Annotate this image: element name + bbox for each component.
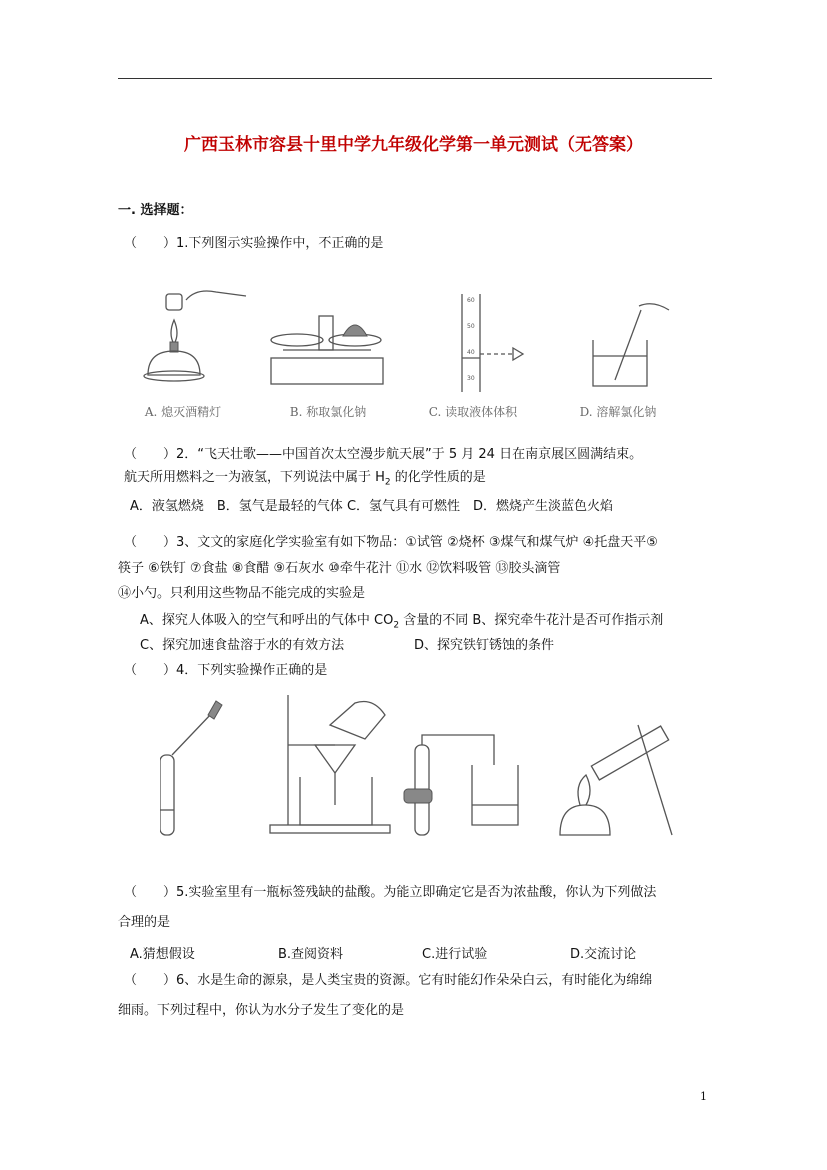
q1-figures (118, 280, 678, 430)
balance-illustration (263, 280, 393, 400)
question-3-option-d: D、探究铁钉锈蚀的条件 (414, 638, 555, 653)
q4-apparatus-illustration (160, 685, 680, 840)
q2-subscript: 2 (384, 477, 391, 488)
question-5-option-b: B.查阅资料 (278, 947, 344, 962)
question-3-line1: （ ）3、文文的家庭化学实验室有如下物品：①试管 ②烧杯 ③煤气和煤气炉 ④托盘天平⑤ (124, 535, 658, 550)
question-5-option-c: C.进行试验 (422, 947, 488, 962)
figure-d-dissolving (553, 280, 683, 430)
cylinder-tick-30: 30 (467, 375, 475, 382)
question-4: （ ）4．下列实验操作正确的是 (124, 663, 328, 678)
question-2-line2 (124, 469, 486, 492)
section-heading: 一. 选择题： (118, 203, 193, 218)
question-3-line2: 筷子 ⑥铁钉 ⑦食盐 ⑧食醋 ⑨石灰水 ⑩牵牛花汁 ⑪水 ⑫饮料吸管 ⑬胶头滴管 (118, 561, 561, 576)
page-number: 1 (700, 1090, 707, 1103)
caption-c: C. 读取液体体积 (428, 405, 518, 419)
question-5-line1: （ ）5.实验室里有一瓶标签残缺的盐酸。为能立即确定它是否为浓盐酸，你认为下列做法 (124, 885, 657, 900)
q2-text-b: 的化学性质的是 (390, 470, 486, 485)
q3-opt-b-text: 含量的不同 B、探究牵牛花汁是否可作指示剂 (399, 613, 664, 628)
caption-a: A. 熄灭酒精灯 (144, 405, 222, 419)
cylinder-tick-60: 60 (467, 297, 475, 304)
question-3-option-ab (140, 612, 663, 635)
beaker-stirring-illustration (553, 280, 683, 400)
figure-a-alcohol-lamp (118, 280, 248, 430)
q2-text-a: 航天所用燃料之一为液氢，下列说法中属于 H (124, 470, 385, 485)
graduated-cylinder-illustration (408, 280, 538, 400)
question-2-line1: （ ）2．“飞天壮歌——中国首次太空漫步航天展”于 5 月 24 日在南京展区圆满结束。 (124, 447, 643, 462)
cylinder-tick-40: 40 (467, 349, 475, 356)
figure-b-balance (263, 280, 393, 430)
caption-b: B. 称取氯化钠 (289, 405, 367, 419)
question-3-option-c: C、探究加速食盐溶于水的有效方法 (140, 638, 345, 653)
question-5-option-a: A.猜想假设 (130, 947, 195, 962)
q3-opt-a-text: A、探究人体吸入的空气和呼出的气体中 CO (140, 613, 394, 628)
figure-c-cylinder (408, 280, 538, 430)
question-2-options: A．液氢燃烧 B．氢气是最轻的气体 C．氢气具有可燃性 D．燃烧产生淡蓝色火焰 (130, 499, 614, 514)
alcohol-lamp-illustration (118, 280, 248, 400)
question-3-line3: ⑭小勺。只利用这些物品不能完成的实验是 (118, 586, 366, 601)
question-6-line1: （ ）6、水是生命的源泉，是人类宝贵的资源。它有时能幻作朵朵白云，有时能化为绵绵 (124, 973, 653, 988)
q4-figures (160, 685, 680, 840)
q3-subscript: 2 (393, 620, 400, 631)
caption-d: D. 溶解氯化钠 (579, 405, 657, 419)
header-rule (118, 78, 712, 79)
question-5-option-d: D.交流讨论 (570, 947, 637, 962)
question-1: （ ）1.下列图示实验操作中，不正确的是 (124, 236, 384, 251)
page-title: 广西玉林市容县十里中学九年级化学第一单元测试（无答案） (184, 135, 643, 155)
question-6-line2: 细雨。下列过程中，你认为水分子发生了变化的是 (118, 1003, 405, 1018)
question-5-line2: 合理的是 (118, 915, 171, 930)
cylinder-tick-50: 50 (467, 323, 475, 330)
